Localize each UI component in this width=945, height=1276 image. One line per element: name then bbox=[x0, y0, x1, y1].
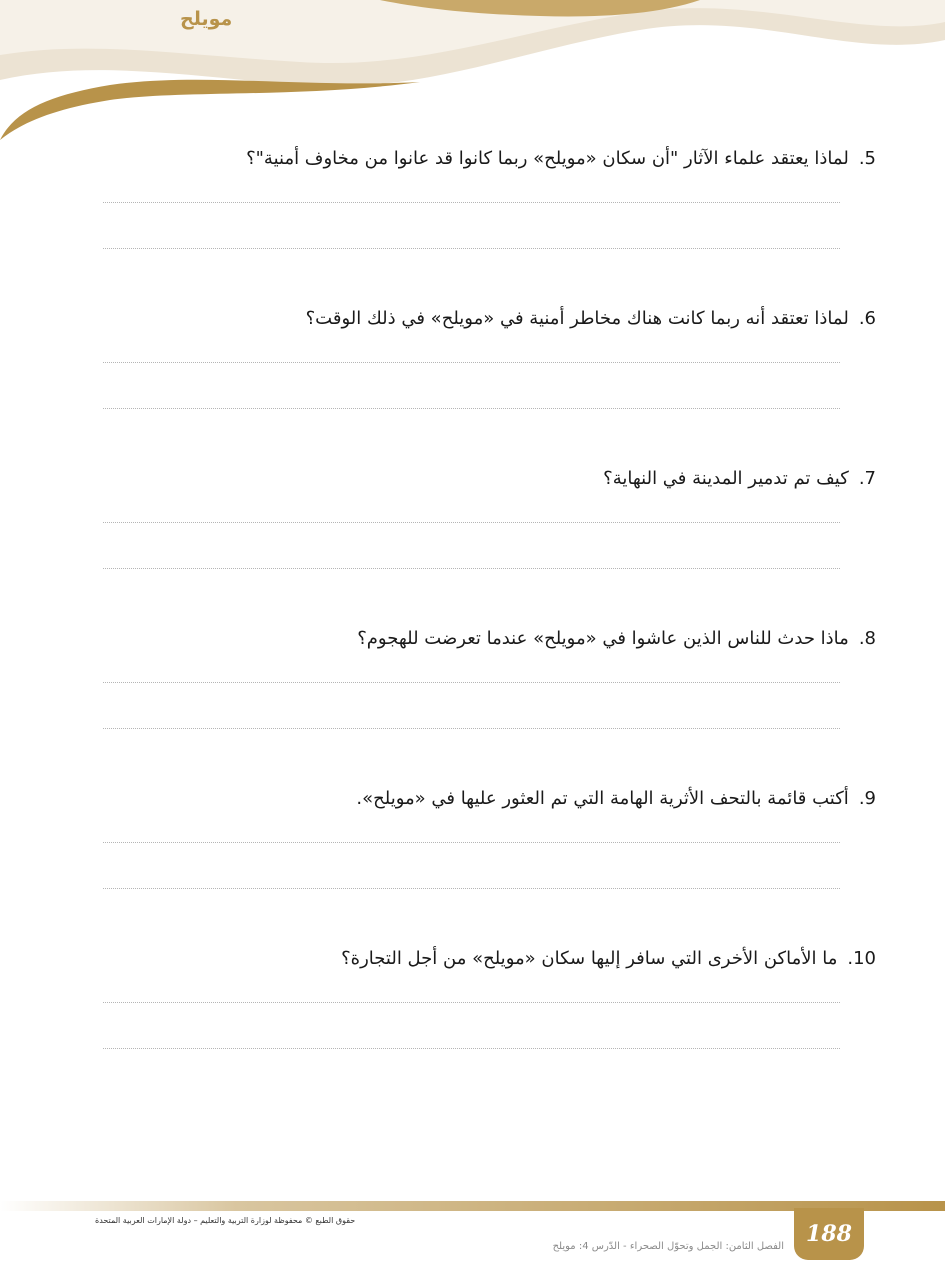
page-number: 188 bbox=[806, 1221, 852, 1247]
question-number: 6. bbox=[858, 308, 876, 329]
question-text bbox=[603, 468, 876, 489]
question-text bbox=[356, 788, 876, 809]
question-number: 8. bbox=[858, 628, 876, 649]
question-label: أكتب قائمة بالتحف الأثرية الهامة التي تم العثور عليها في «مويلح». bbox=[356, 788, 849, 809]
question-label: ما الأماكن الأخرى التي سافر إليها سكان «مويلح» من أجل التجارة؟ bbox=[341, 948, 838, 969]
answer-line[interactable] bbox=[103, 248, 840, 249]
question-number: 10. bbox=[847, 948, 876, 969]
question-text bbox=[341, 948, 876, 969]
page-number-badge bbox=[794, 1208, 864, 1260]
answer-line[interactable] bbox=[103, 202, 840, 203]
question-label: كيف تم تدمير المدينة في النهاية؟ bbox=[603, 468, 849, 489]
answer-line[interactable] bbox=[103, 888, 840, 889]
question-label: لماذا يعتقد علماء الآثار "أن سكان «مويلح» ربما كانوا قد عانوا من مخاوف أمنية"؟ bbox=[246, 148, 849, 169]
question-number: 5. bbox=[858, 148, 876, 169]
answer-line[interactable] bbox=[103, 1002, 840, 1003]
answer-line[interactable] bbox=[103, 682, 840, 683]
header-title: مويلح bbox=[180, 8, 233, 30]
answer-line[interactable] bbox=[103, 842, 840, 843]
answer-line[interactable] bbox=[103, 522, 840, 523]
answer-line[interactable] bbox=[103, 408, 840, 409]
question-text bbox=[357, 628, 876, 649]
chapter-reference: الفصل الثامن: الجمل وتحوّل الصحراء - الدّرس 4: مويلح bbox=[552, 1241, 784, 1252]
answer-line[interactable] bbox=[103, 728, 840, 729]
copyright-notice: حقوق الطبع © محفوظة لوزارة التربية والتعليم – دولة الإمارات العربية المتحدة bbox=[95, 1216, 356, 1225]
question-text bbox=[306, 308, 876, 329]
question-label: ماذا حدث للناس الذين عاشوا في «مويلح» عندما تعرضت للهجوم؟ bbox=[357, 628, 849, 649]
header-wave-decoration bbox=[0, 0, 945, 150]
answer-line[interactable] bbox=[103, 568, 840, 569]
question-number: 9. bbox=[858, 788, 876, 809]
answer-line[interactable] bbox=[103, 1048, 840, 1049]
question-text bbox=[246, 148, 876, 169]
question-label: لماذا تعتقد أنه ربما كانت هناك مخاطر أمنية في «مويلح» في ذلك الوقت؟ bbox=[305, 308, 849, 329]
question-number: 7. bbox=[858, 468, 876, 489]
answer-line[interactable] bbox=[103, 362, 840, 363]
